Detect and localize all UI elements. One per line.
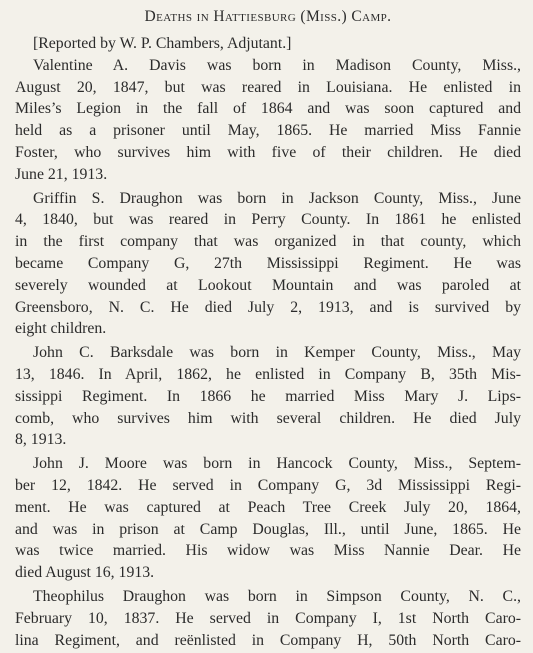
- text-line: held as a prisoner until May, 1865. He married Miss Fannie: [15, 122, 521, 140]
- text-line: sissippi Regiment. In 1866 he married Miss Mary J. Lips-: [15, 387, 521, 405]
- text-line: August 20, 1847, but was reared in Louisiana. He enlisted in: [15, 78, 521, 96]
- text-line: February 10, 1837. He served in Company I, 1st North Caro-: [15, 609, 521, 627]
- text-line: and was in prison at Camp Douglas, Ill., until June, 1865. He: [15, 520, 521, 538]
- text-line: June 21, 1913.: [15, 165, 108, 183]
- text-line: became Company G, 27th Mississippi Regiment. He was: [15, 254, 521, 272]
- text-line: lina Regiment, and reënlisted in Company H, 50th North Caro-: [15, 631, 521, 649]
- text-line: Theophilus Draughon was born in Simpson County, N. C.,: [33, 587, 521, 605]
- text-line: Foster, who survives him with five of their children. He died: [15, 143, 521, 161]
- text-line: eight children.: [15, 320, 107, 338]
- article-title: Deaths in Hattiesburg (Miss.) Camp.: [144, 8, 392, 25]
- text-line: Greensboro, N. C. He died July 2, 1913, and is survived by: [15, 298, 521, 316]
- text-line: 8, 1913.: [15, 431, 67, 449]
- text-line: Miles’s Legion in the fall of 1864 and was soon captured and: [15, 100, 521, 118]
- text-line: Valentine A. Davis was born in Madison County, Miss.,: [33, 56, 521, 74]
- article-body: [15, 55, 521, 652]
- byline: [Reported by W. P. Chambers, Adjutant.]: [33, 35, 292, 52]
- text-line: was twice married. His widow was Miss Nannie Dear. He: [15, 542, 521, 560]
- text-line: in the first company that was organized in that county, which: [15, 233, 521, 251]
- text-line: ment. He was captured at Peach Tree Creek July 20, 1864,: [15, 498, 521, 516]
- text-line: severely wounded at Lookout Mountain and was paroled at: [15, 276, 521, 294]
- text-line: John C. Barksdale was born in Kemper County, Miss., May: [33, 344, 521, 362]
- text-line: died August 16, 1913.: [15, 564, 155, 582]
- obituary-paragraph: [15, 453, 521, 584]
- text-line: comb, who survives him with several children. He died July: [15, 409, 521, 427]
- obituary-paragraph: [15, 586, 521, 651]
- text-line: 13, 1846. In April, 1862, he enlisted in Company B, 35th Mis-: [15, 365, 521, 383]
- obituary-paragraph: [15, 188, 521, 341]
- text-line: John J. Moore was born in Hancock County, Miss., Septem-: [33, 455, 521, 473]
- obituary-paragraph: [15, 55, 521, 186]
- text-line: ber 12, 1842. He served in Company G, 3d Mississippi Regi-: [15, 476, 521, 494]
- text-line: Griffin S. Draughon was born in Jackson County, Miss., June: [33, 189, 521, 207]
- obituary-paragraph: [15, 342, 521, 451]
- text-line: 4, 1840, but was reared in Perry County. In 1861 he enlisted: [15, 211, 521, 229]
